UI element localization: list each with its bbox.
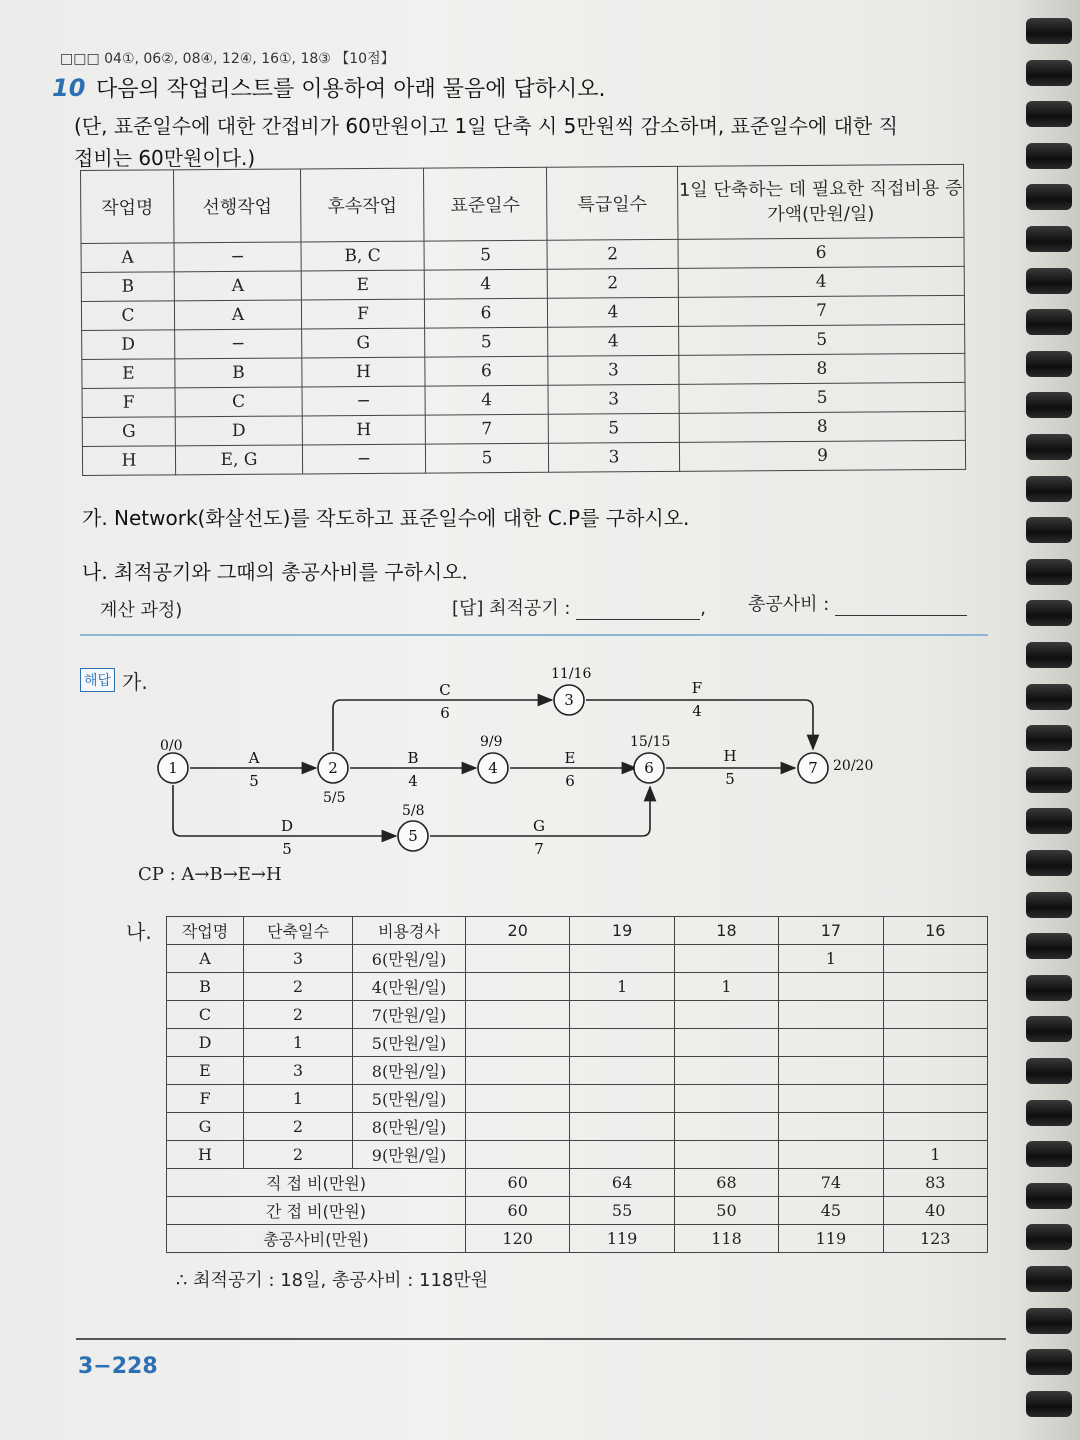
table-cell: C xyxy=(167,1001,244,1029)
node-time: 11/16 xyxy=(551,666,592,682)
table-cell: 3 xyxy=(244,945,353,973)
summary-value: 74 xyxy=(779,1169,883,1197)
question-condition-2: 접비는 60만원이다.) xyxy=(74,146,256,170)
activity-duration: 5 xyxy=(725,770,735,788)
table-cell: E xyxy=(301,270,424,300)
node-id: 7 xyxy=(808,759,818,777)
summary-value: 50 xyxy=(674,1197,778,1225)
binding-ring xyxy=(1026,143,1072,169)
table-row xyxy=(167,973,988,1001)
col-header: 1일 단축하는 데 필요한 직접비용 증가액(만원/일) xyxy=(677,164,964,239)
final-answer: ∴ 최적공기 : 18일, 총공사비 : 118만원 xyxy=(176,1270,489,1291)
table-cell: 9 xyxy=(679,440,965,471)
activity-name: F xyxy=(691,679,703,697)
binding-ring xyxy=(1026,1183,1072,1209)
question-na: 나. 최적공기와 그때의 총공사비를 구하시오. xyxy=(82,560,468,584)
binding-ring xyxy=(1026,767,1072,793)
col-header: 후속작업 xyxy=(300,168,424,242)
answer-label-text: [답] 최적공기 : xyxy=(452,598,571,619)
table-cell: H xyxy=(82,446,175,476)
activity-name: H xyxy=(723,747,737,765)
table-cell: 1 xyxy=(779,945,883,973)
table-cell: 5 xyxy=(548,413,679,443)
table-cell: B, C xyxy=(301,241,424,271)
activity-duration: 7 xyxy=(534,840,544,858)
table-cell: C xyxy=(175,387,302,417)
col-header: 비용경사 xyxy=(353,917,466,945)
table-row xyxy=(167,1001,988,1029)
table-row xyxy=(167,1085,988,1113)
table-cell xyxy=(570,1113,674,1141)
table-cell xyxy=(779,1001,883,1029)
node-id: 3 xyxy=(564,691,574,709)
table-cell: 1 xyxy=(674,973,778,1001)
table-cell: 8(만원/일) xyxy=(353,1057,466,1085)
table-cell xyxy=(779,1113,883,1141)
activity-duration: 4 xyxy=(408,772,418,790)
table-cell: 5(만원/일) xyxy=(353,1085,466,1113)
table-cell: 2 xyxy=(244,973,353,1001)
node-id: 4 xyxy=(488,759,498,777)
table-cell xyxy=(883,973,987,1001)
binding-ring xyxy=(1026,1058,1072,1084)
activity-name: D xyxy=(280,817,294,835)
binding-ring xyxy=(1026,309,1072,335)
summary-value: 120 xyxy=(466,1225,570,1253)
table-cell xyxy=(674,945,778,973)
binding-ring xyxy=(1026,975,1072,1001)
activity-duration: 6 xyxy=(565,772,575,790)
binding-ring xyxy=(1026,392,1072,418)
table-cell: 4 xyxy=(425,385,548,415)
table-cell: 2 xyxy=(547,239,678,269)
node-id: 2 xyxy=(328,759,338,777)
activity-duration: 5 xyxy=(249,772,259,790)
table-cell: 5 xyxy=(425,327,548,357)
table-cell: 9(만원/일) xyxy=(353,1141,466,1169)
node-id: 1 xyxy=(168,759,178,777)
col-header: 특급일수 xyxy=(546,166,678,240)
summary-value: 55 xyxy=(570,1197,674,1225)
table-cell xyxy=(674,1029,778,1057)
table-cell: 2 xyxy=(244,1141,353,1169)
col-header: 16 xyxy=(883,917,987,945)
table-cell: B xyxy=(175,358,302,388)
table-cell: G xyxy=(167,1113,244,1141)
answer-blank xyxy=(576,619,700,620)
binding-ring xyxy=(1026,1016,1072,1042)
table-cell: F xyxy=(167,1085,244,1113)
divider xyxy=(80,634,988,636)
question-text: 다음의 작업리스트를 이용하여 아래 물음에 답하시오. xyxy=(96,77,606,102)
binding-ring xyxy=(1026,268,1072,294)
total-label-text: 총공사비 : xyxy=(748,594,830,615)
total-blank xyxy=(835,615,967,616)
calc-label: 계산 과정) xyxy=(100,600,183,621)
activity-name: E xyxy=(564,749,576,767)
binding-ring xyxy=(1026,184,1072,210)
table-cell: 2 xyxy=(547,268,678,298)
table-cell: G xyxy=(302,328,425,358)
summary-label: 총공사비(만원) xyxy=(167,1225,466,1253)
table-cell xyxy=(883,1029,987,1057)
total-label xyxy=(748,590,967,616)
summary-row xyxy=(167,1197,988,1225)
table-cell: 7 xyxy=(425,414,548,444)
table-cell: E xyxy=(82,359,175,389)
binding-ring xyxy=(1026,101,1072,127)
table-cell: 4 xyxy=(424,269,547,299)
table-cell xyxy=(883,945,987,973)
table-row xyxy=(167,1029,988,1057)
table-cell: F xyxy=(82,388,175,418)
table-row xyxy=(167,1057,988,1085)
binding-ring xyxy=(1026,933,1072,959)
table-cell: 5 xyxy=(425,443,548,473)
table-cell: 3 xyxy=(244,1057,353,1085)
table-cell: B xyxy=(167,973,244,1001)
table-cell: G xyxy=(82,417,175,447)
binding-ring xyxy=(1026,1391,1072,1417)
table-cell xyxy=(466,973,570,1001)
summary-label: 직 접 비(만원) xyxy=(167,1169,466,1197)
binding-ring xyxy=(1026,559,1072,585)
table-cell: 5(만원/일) xyxy=(353,1029,466,1057)
table-cell: − xyxy=(175,329,302,359)
table-cell: A xyxy=(174,300,301,330)
summary-value: 68 xyxy=(674,1169,778,1197)
table-cell xyxy=(570,1001,674,1029)
table-cell: 3 xyxy=(548,355,679,385)
col-header: 작업명 xyxy=(81,170,175,244)
binding-ring xyxy=(1026,1266,1072,1292)
table-cell xyxy=(883,1057,987,1085)
table-cell xyxy=(466,945,570,973)
summary-row xyxy=(167,1169,988,1197)
node-time: 20/20 xyxy=(833,758,874,774)
summary-value: 118 xyxy=(674,1225,778,1253)
table-cell: 5 xyxy=(679,382,965,413)
activity-duration: 5 xyxy=(282,840,292,858)
question-number: 10 xyxy=(52,74,86,102)
task-list-table xyxy=(80,164,966,476)
activity-duration: 4 xyxy=(692,702,702,720)
binding-ring xyxy=(1026,642,1072,668)
table-cell xyxy=(466,1113,570,1141)
activity-name: C xyxy=(439,681,451,699)
node-time: 5/8 xyxy=(402,803,425,819)
table-cell xyxy=(779,1057,883,1085)
binding-ring xyxy=(1026,476,1072,502)
summary-value: 60 xyxy=(466,1169,570,1197)
question-meta: □□□ 04①, 06②, 08④, 12④, 16①, 18③ 【10점】 xyxy=(60,51,395,67)
question-condition-1: (단, 표준일수에 대한 간접비가 60만원이고 1일 단축 시 5만원씩 감소하며, 표준일수에 대한 직 xyxy=(74,114,898,138)
cost-slope-table xyxy=(166,916,988,1253)
node-id: 5 xyxy=(408,827,418,845)
binding-ring xyxy=(1026,892,1072,918)
table-cell: 4 xyxy=(547,297,678,327)
table-cell: 3 xyxy=(548,384,679,414)
table-cell xyxy=(570,1057,674,1085)
summary-value: 64 xyxy=(570,1169,674,1197)
node-time: 15/15 xyxy=(630,734,671,750)
binding-ring xyxy=(1026,808,1072,834)
col-header: 선행작업 xyxy=(174,169,302,243)
table-cell xyxy=(779,1141,883,1169)
summary-value: 45 xyxy=(779,1197,883,1225)
summary-value: 60 xyxy=(466,1197,570,1225)
solution-badge: 해답 xyxy=(80,668,115,692)
binding-ring xyxy=(1026,1308,1072,1334)
summary-value: 83 xyxy=(883,1169,987,1197)
table-cell: 1 xyxy=(883,1141,987,1169)
binding-ring xyxy=(1026,434,1072,460)
table-cell xyxy=(466,1141,570,1169)
table-cell: H xyxy=(302,357,425,387)
table-cell xyxy=(883,1001,987,1029)
summary-row xyxy=(167,1225,988,1253)
col-header: 표준일수 xyxy=(423,167,547,241)
activity-name: G xyxy=(533,817,545,835)
table-header-row xyxy=(167,917,988,945)
table-cell: 8 xyxy=(679,411,965,442)
table-cell: 6 xyxy=(424,298,547,328)
table-cell: C xyxy=(81,301,174,331)
col-header: 단축일수 xyxy=(244,917,353,945)
table-cell xyxy=(674,1001,778,1029)
table-cell: 4(만원/일) xyxy=(353,973,466,1001)
table-cell: E xyxy=(167,1057,244,1085)
table-cell: 1 xyxy=(244,1085,353,1113)
table-cell: 8(만원/일) xyxy=(353,1113,466,1141)
binding-ring xyxy=(1026,351,1072,377)
table-cell: B xyxy=(81,272,174,302)
solution-na-label: 나. xyxy=(126,920,152,944)
table-cell: − xyxy=(302,386,425,416)
table-cell: − xyxy=(174,242,301,272)
binding-ring xyxy=(1026,226,1072,252)
table-cell: 7 xyxy=(678,295,964,326)
binding-ring xyxy=(1026,1141,1072,1167)
table-cell xyxy=(674,1085,778,1113)
table-cell: F xyxy=(301,299,424,329)
summary-value: 40 xyxy=(883,1197,987,1225)
question-ga: 가. Network(화살선도)를 작도하고 표준일수에 대한 C.P를 구하시오. xyxy=(82,506,690,530)
table-cell: 7(만원/일) xyxy=(353,1001,466,1029)
table-cell xyxy=(466,1057,570,1085)
activity-name: A xyxy=(248,749,260,767)
table-cell xyxy=(674,1057,778,1085)
table-cell: H xyxy=(167,1141,244,1169)
page-number: 3−228 xyxy=(78,1354,158,1379)
table-cell: D xyxy=(175,416,302,446)
table-row xyxy=(82,440,965,475)
summary-value: 119 xyxy=(779,1225,883,1253)
table-cell xyxy=(674,1141,778,1169)
table-row xyxy=(167,1113,988,1141)
table-cell xyxy=(466,1085,570,1113)
table-cell: D xyxy=(167,1029,244,1057)
col-header: 18 xyxy=(674,917,778,945)
activity-duration: 6 xyxy=(440,704,450,722)
binding-ring xyxy=(1026,1349,1072,1375)
node-time: 0/0 xyxy=(160,738,183,754)
summary-label: 간 접 비(만원) xyxy=(167,1197,466,1225)
footer-rule xyxy=(76,1338,1006,1340)
table-cell: 1 xyxy=(244,1029,353,1057)
node-time: 5/5 xyxy=(323,790,346,806)
table-cell: 3 xyxy=(548,442,679,472)
table-cell: D xyxy=(82,330,175,360)
binding-ring xyxy=(1026,684,1072,710)
table-cell xyxy=(779,1085,883,1113)
col-header: 작업명 xyxy=(167,917,244,945)
table-row xyxy=(167,945,988,973)
binding-ring xyxy=(1026,725,1072,751)
table-cell xyxy=(466,1001,570,1029)
table-cell xyxy=(570,1085,674,1113)
answer-label: [답] 최적공기 : , xyxy=(452,598,706,619)
table-cell: 5 xyxy=(424,240,547,270)
binding-ring xyxy=(1026,850,1072,876)
table-cell: 1 xyxy=(570,973,674,1001)
binding-ring xyxy=(1026,600,1072,626)
solution-ga-label: 가. xyxy=(122,670,148,694)
binding-ring xyxy=(1026,60,1072,86)
table-cell: 6 xyxy=(678,237,964,268)
table-cell xyxy=(883,1113,987,1141)
table-cell: 2 xyxy=(244,1113,353,1141)
table-cell xyxy=(570,945,674,973)
binding-ring xyxy=(1026,1100,1072,1126)
summary-value: 119 xyxy=(570,1225,674,1253)
activity-name: B xyxy=(407,749,419,767)
table-cell: 2 xyxy=(244,1001,353,1029)
table-cell: A xyxy=(81,243,174,273)
table-cell: E, G xyxy=(175,445,302,475)
table-cell: 6 xyxy=(425,356,548,386)
table-cell: A xyxy=(167,945,244,973)
node-time: 9/9 xyxy=(480,734,503,750)
col-header: 17 xyxy=(779,917,883,945)
network-diagram xyxy=(130,660,910,860)
binding-ring xyxy=(1026,1224,1072,1250)
table-cell xyxy=(466,1029,570,1057)
table-cell: A xyxy=(174,271,301,301)
table-cell: − xyxy=(302,444,425,474)
table-cell xyxy=(779,1029,883,1057)
critical-path: CP : A→B→E→H xyxy=(138,864,282,885)
table-cell: 5 xyxy=(679,324,965,355)
table-cell: 4 xyxy=(678,266,964,297)
table-cell xyxy=(883,1085,987,1113)
table-cell: H xyxy=(302,415,425,445)
table-cell xyxy=(570,1141,674,1169)
table-cell xyxy=(779,973,883,1001)
binding-ring xyxy=(1026,18,1072,44)
table-cell: 6(만원/일) xyxy=(353,945,466,973)
table-cell xyxy=(674,1113,778,1141)
table-cell: 4 xyxy=(548,326,679,356)
col-header: 19 xyxy=(570,917,674,945)
table-row xyxy=(167,1141,988,1169)
node-id: 6 xyxy=(644,759,654,777)
table-cell: 8 xyxy=(679,353,965,384)
col-header: 20 xyxy=(466,917,570,945)
table-cell xyxy=(570,1029,674,1057)
summary-value: 123 xyxy=(883,1225,987,1253)
binding-ring xyxy=(1026,517,1072,543)
